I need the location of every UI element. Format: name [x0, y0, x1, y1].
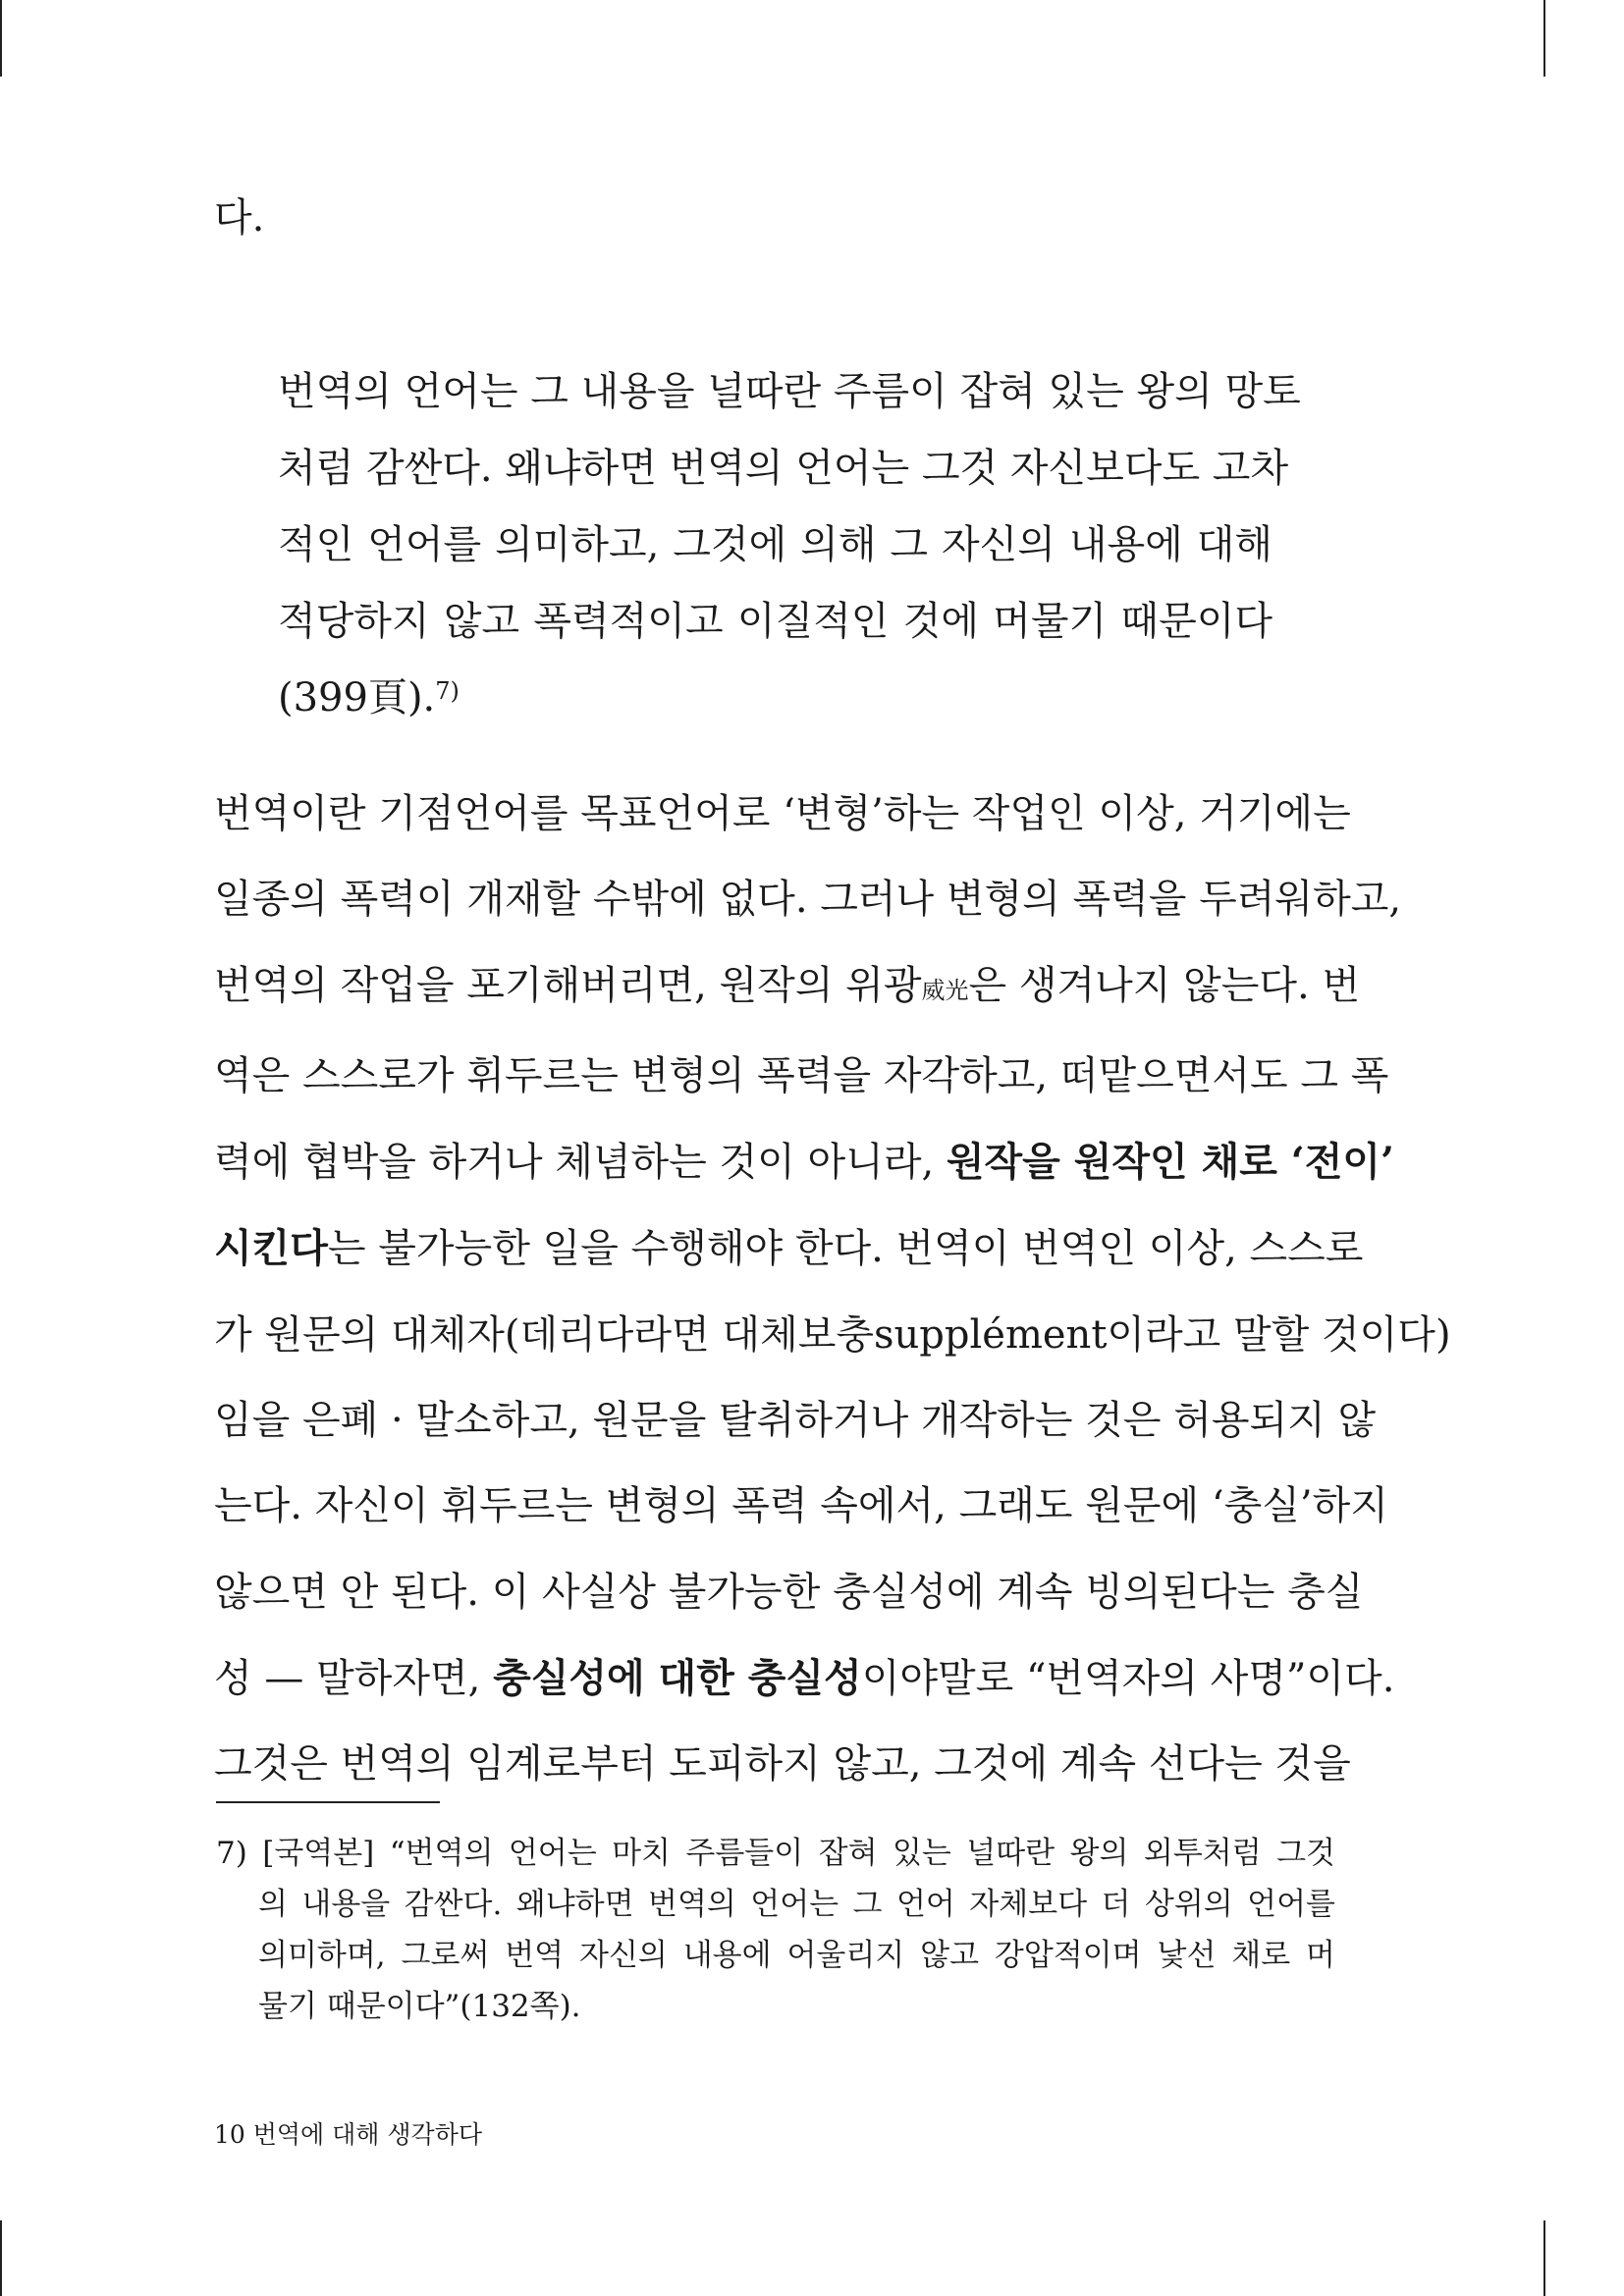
continued-sentence-fragment: 다.: [214, 195, 265, 240]
body-line: 역은 스스로가 휘두르는 변형의 폭력을 자각하고, 떠맡으면서도 그 폭: [214, 1052, 1389, 1098]
body-line: 일종의 폭력이 개재할 수밖에 없다. 그러나 변형의 폭력을 두려워하고,: [214, 877, 1402, 923]
footnote-rule: [216, 1801, 440, 1803]
body-text-segment: 력에 협박을 하거나 체념하는 것이 아니라,: [214, 1140, 947, 1186]
crop-mark-bottom-left: [0, 2220, 2, 2296]
block-quote: [278, 353, 1301, 736]
body-line: [214, 1635, 1395, 1722]
footnote-line: 7) [국역본] “번역의 언어는 마치 주름들이 잡혀 있는 널따란 왕의 외투처럼 그것: [216, 1836, 1335, 1871]
body-line: 는다. 자신이 휘두르는 변형의 폭력 속에서, 그래도 원문에 ‘충실’하지: [214, 1483, 1388, 1529]
footnote-line: 의미하며, 그로써 번역 자신의 내용에 어울리지 않고 강압적이며 낯선 채로 머: [258, 1938, 1335, 1973]
page-folio: 10 번역에 대해 생각하다: [214, 2120, 483, 2149]
body-text-segment: 성 — 말하자면,: [214, 1655, 494, 1701]
footnote-reference: 7): [435, 677, 460, 705]
body-line: 가 원문의 대체자(데리다라면 대체보충supplément이라고 말할 것이다): [214, 1311, 1451, 1358]
quote-line: 적인 언어를 의미하고, 그것에 의해 그 자신의 내용에 대해: [278, 522, 1272, 567]
footnote: [216, 1828, 1335, 2032]
crop-mark-top-right: [1543, 0, 1545, 77]
quote-line: 적당하지 않고 폭력적이고 이질적인 것에 머물기 때문이다: [278, 599, 1272, 644]
body-line: 임을 은폐 · 말소하고, 원문을 탈취하거나 개작하는 것은 허용되지 않: [214, 1398, 1377, 1444]
body-line: 그것은 번역의 임계로부터 도피하지 않고, 그것에 계속 선다는 것을: [214, 1741, 1351, 1788]
body-line: [214, 1205, 1364, 1292]
crop-mark-top-left: [0, 0, 2, 77]
crop-mark-bottom-right: [1543, 2220, 1545, 2296]
body-line: 번역이란 기점언어를 목표언어로 ‘변형’하는 작업인 이상, 거기에는: [214, 791, 1351, 836]
body-line: [214, 943, 1361, 1034]
body-text-segment: 는 불가능한 일을 수행해야 한다. 번역이 번역인 이상, 스스로: [327, 1226, 1364, 1272]
body-text-segment: 은 생겨나지 않는다. 번: [968, 962, 1361, 1008]
bold-emphasis: 원작을 원작인 채로 ‘전이’: [946, 1139, 1394, 1186]
footnote-line: 물기 때문이다”(132쪽).: [258, 1989, 581, 2024]
quote-citation: (399頁).: [278, 675, 436, 721]
bold-emphasis: 시킨다: [214, 1225, 328, 1272]
body-paragraph: [214, 772, 1451, 1808]
footnote-line: 의 내용을 감싼다. 왜냐하면 번역의 언어는 그 언어 자체보다 더 상위의 언어를: [258, 1887, 1335, 1922]
body-line: 않으면 안 된다. 이 사실상 불가능한 충실성에 계속 빙의된다는 충실: [214, 1569, 1364, 1615]
bold-emphasis: 충실성에 대한 충실성: [493, 1654, 862, 1701]
body-line: [214, 1119, 1394, 1205]
quote-line: 처럼 감싼다. 왜냐하면 번역의 언어는 그것 자신보다도 고차: [278, 446, 1289, 491]
hanja-gloss: 威光: [921, 976, 969, 1004]
body-text-segment: 번역의 작업을 포기해버리면, 원작의 위광: [214, 962, 922, 1008]
quote-line: 번역의 언어는 그 내용을 널따란 주름이 잡혀 있는 왕의 망토: [278, 369, 1301, 414]
quote-citation-line: [278, 660, 1272, 736]
body-text-segment: 이야말로 “번역자의 사명”이다.: [861, 1655, 1395, 1701]
